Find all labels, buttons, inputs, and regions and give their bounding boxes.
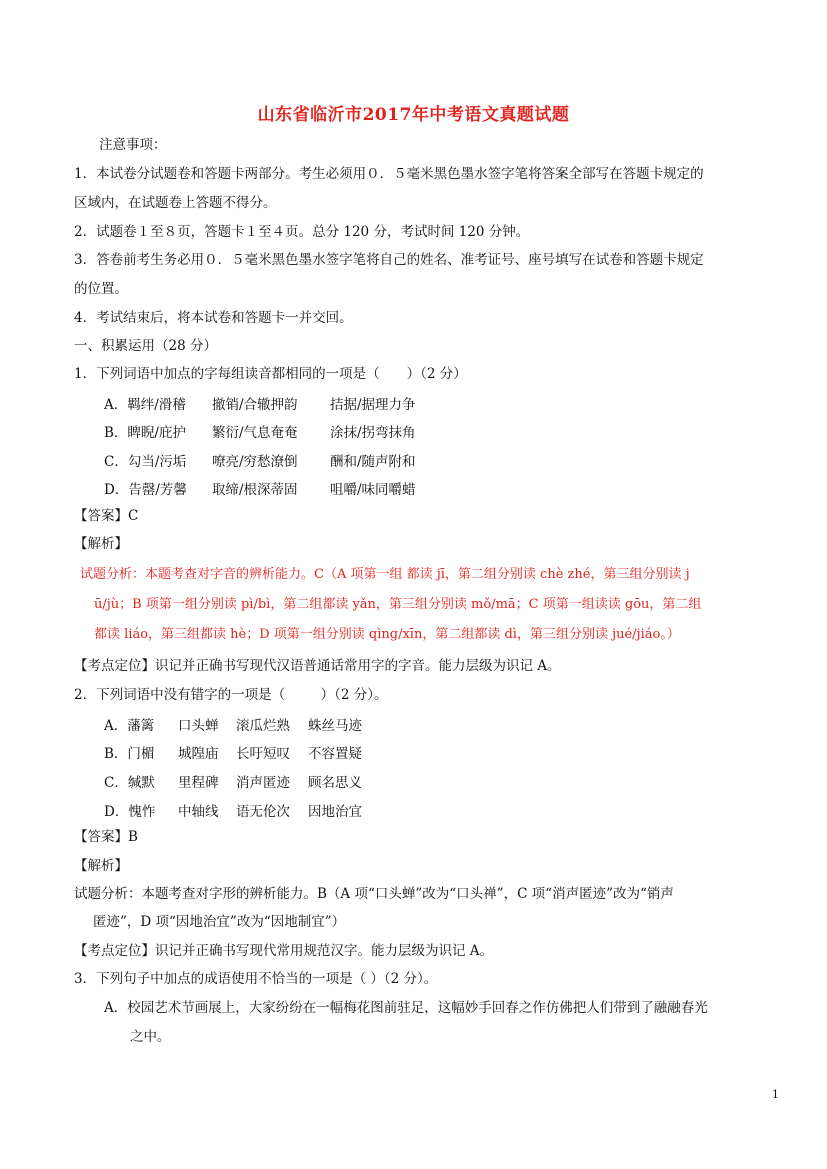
q1-analysis-line: 试题分析：本题考查对字音的辨析能力。C（A 项第一组 都读 jī，第二组分别读 chè zhé，第三组分别读 j (80, 567, 690, 582)
q2-option-b-3: 长吁短叹 (236, 746, 290, 762)
q2-option-d-1: D．愧怍 (104, 804, 156, 820)
q1-option-c-3: 酬和/随声附和 (330, 454, 416, 470)
q2-exam-point: 【考点定位】识记并正确书写现代常用规范汉字。能力层级为识记 A。 (74, 943, 494, 959)
q2-option-a-3: 滚瓜烂熟 (236, 718, 290, 734)
q1-option-a-2: 撤销/合辙押韵 (212, 397, 298, 413)
q1-analysis-heading: 【解析】 (74, 536, 128, 552)
notice-line: 4．考试结束后，将本试卷和答题卡一并交回。 (74, 310, 353, 326)
notice-line: 3．答卷前考生务必用０．５毫米黑色墨水签字笔将自己的姓名、准考证号、座号填写在试卷和答题卡规定 (74, 252, 704, 268)
q2-option-c-4: 顾名思义 (308, 775, 362, 791)
q2-analysis-line: 试题分析：本题考查对字形的辨析能力。B（A 项“口头蝉”改为“口头禅”，C 项“消声匿迹”改为“销声 (74, 886, 674, 902)
q1-option-d-3: 咀嚼/味同嚼蜡 (330, 482, 416, 498)
q1-exam-point: 【考点定位】识记并正确书写现代汉语普通话常用字的字音。能力层级为识记 A。 (74, 658, 561, 674)
q1-option-a-1: A．羁绊/滑稽 (104, 397, 186, 413)
question-2-stem-b: ）（2 分）。 (307, 687, 388, 703)
q1-option-c-1: C．勾当/污垢 (104, 454, 187, 470)
q1-option-a-3: 拮据/据理力争 (330, 397, 416, 413)
q2-option-c-1: C．缄默 (104, 775, 155, 791)
q3-option-a-line: 之中。 (130, 1029, 171, 1045)
q3-option-a-line: A．校园艺术节画展上，大家纷纷在一幅梅花图前驻足，这幅妙手回春之作仿佛把人们带到了融融春光 (104, 1000, 708, 1016)
q2-option-d-2: 中轴线 (178, 804, 219, 820)
question-3-stem: 3．下列句子中加点的成语使用不恰当的一项是（ ）（2 分）。 (74, 971, 438, 987)
q2-option-a-2: 口头蝉 (178, 718, 219, 734)
notice-heading: 注意事项： (99, 137, 167, 153)
question-2-stem (74, 686, 387, 704)
q2-option-a-1: A．藩篱 (104, 718, 155, 734)
q2-option-b-2: 城隍庙 (178, 746, 219, 762)
notice-line: 2．试题卷１至８页，答题卡１至４页。总分 120 分，考试时间 120 分钟。 (74, 224, 530, 240)
q1-option-c-2: 嘹亮/穷愁潦倒 (212, 454, 298, 470)
q2-analysis-line: 匿迹”，D 项“因地治宜”改为“因地制宜”） (93, 914, 346, 930)
q2-option-b-1: B．门楣 (104, 746, 155, 762)
q1-answer: 【答案】C (74, 508, 139, 524)
q1-analysis-line: 都读 liáo，第三组都读 hè；D 项第一组分别读 qìng/xīn，第二组都读 dì，第三组分别读 jué/jiáo。） (94, 627, 680, 642)
section-heading: 一、积累运用（28 分） (74, 338, 217, 354)
answer-blank (285, 698, 307, 699)
q1-analysis-line: ū/jù；B 项第一组分别读 pì/bì，第二组都读 yǎn，第三组分别读 mǒ/mā；C 项第一组读读 gōu，第二组 (94, 597, 702, 612)
question-2-stem-a: 2．下列词语中没有错字的一项是（ (74, 687, 286, 703)
q1-option-b-2: 繁衍/气息奄奄 (212, 425, 298, 441)
q2-option-c-2: 里程碑 (178, 775, 219, 791)
q1-option-b-3: 涂抹/拐弯抹角 (330, 425, 416, 441)
q2-analysis-heading: 【解析】 (74, 858, 128, 874)
notice-line: 区域内，在试题卷上答题不得分。 (74, 195, 277, 211)
q2-option-a-4: 蛛丝马迹 (308, 718, 362, 734)
notice-line: 1．本试卷分试题卷和答题卡两部分。考生必须用０．５毫米黑色墨水签字笔将答案全部写在答题卡规定的 (74, 166, 704, 182)
notice-line: 的位置。 (74, 281, 128, 297)
q1-option-d-2: 取缔/根深蒂固 (212, 482, 298, 498)
question-1-stem: 1．下列词语中加点的字每组读音都相同的一项是（ ）（2 分） (74, 366, 467, 382)
q2-option-c-3: 消声匿迹 (236, 775, 290, 791)
q2-answer: 【答案】B (74, 829, 138, 845)
q1-option-d-1: D．告罄/芳馨 (104, 482, 187, 498)
page-number: 1 (772, 1088, 779, 1101)
q2-option-d-3: 语无伦次 (236, 804, 290, 820)
q1-option-b-1: B．睥睨/庇护 (104, 425, 186, 441)
q2-option-d-4: 因地治宜 (308, 804, 362, 820)
document-title: 山东省临沂市2017年中考语文真题试题 (257, 105, 570, 125)
q2-option-b-4: 不容置疑 (308, 746, 362, 762)
